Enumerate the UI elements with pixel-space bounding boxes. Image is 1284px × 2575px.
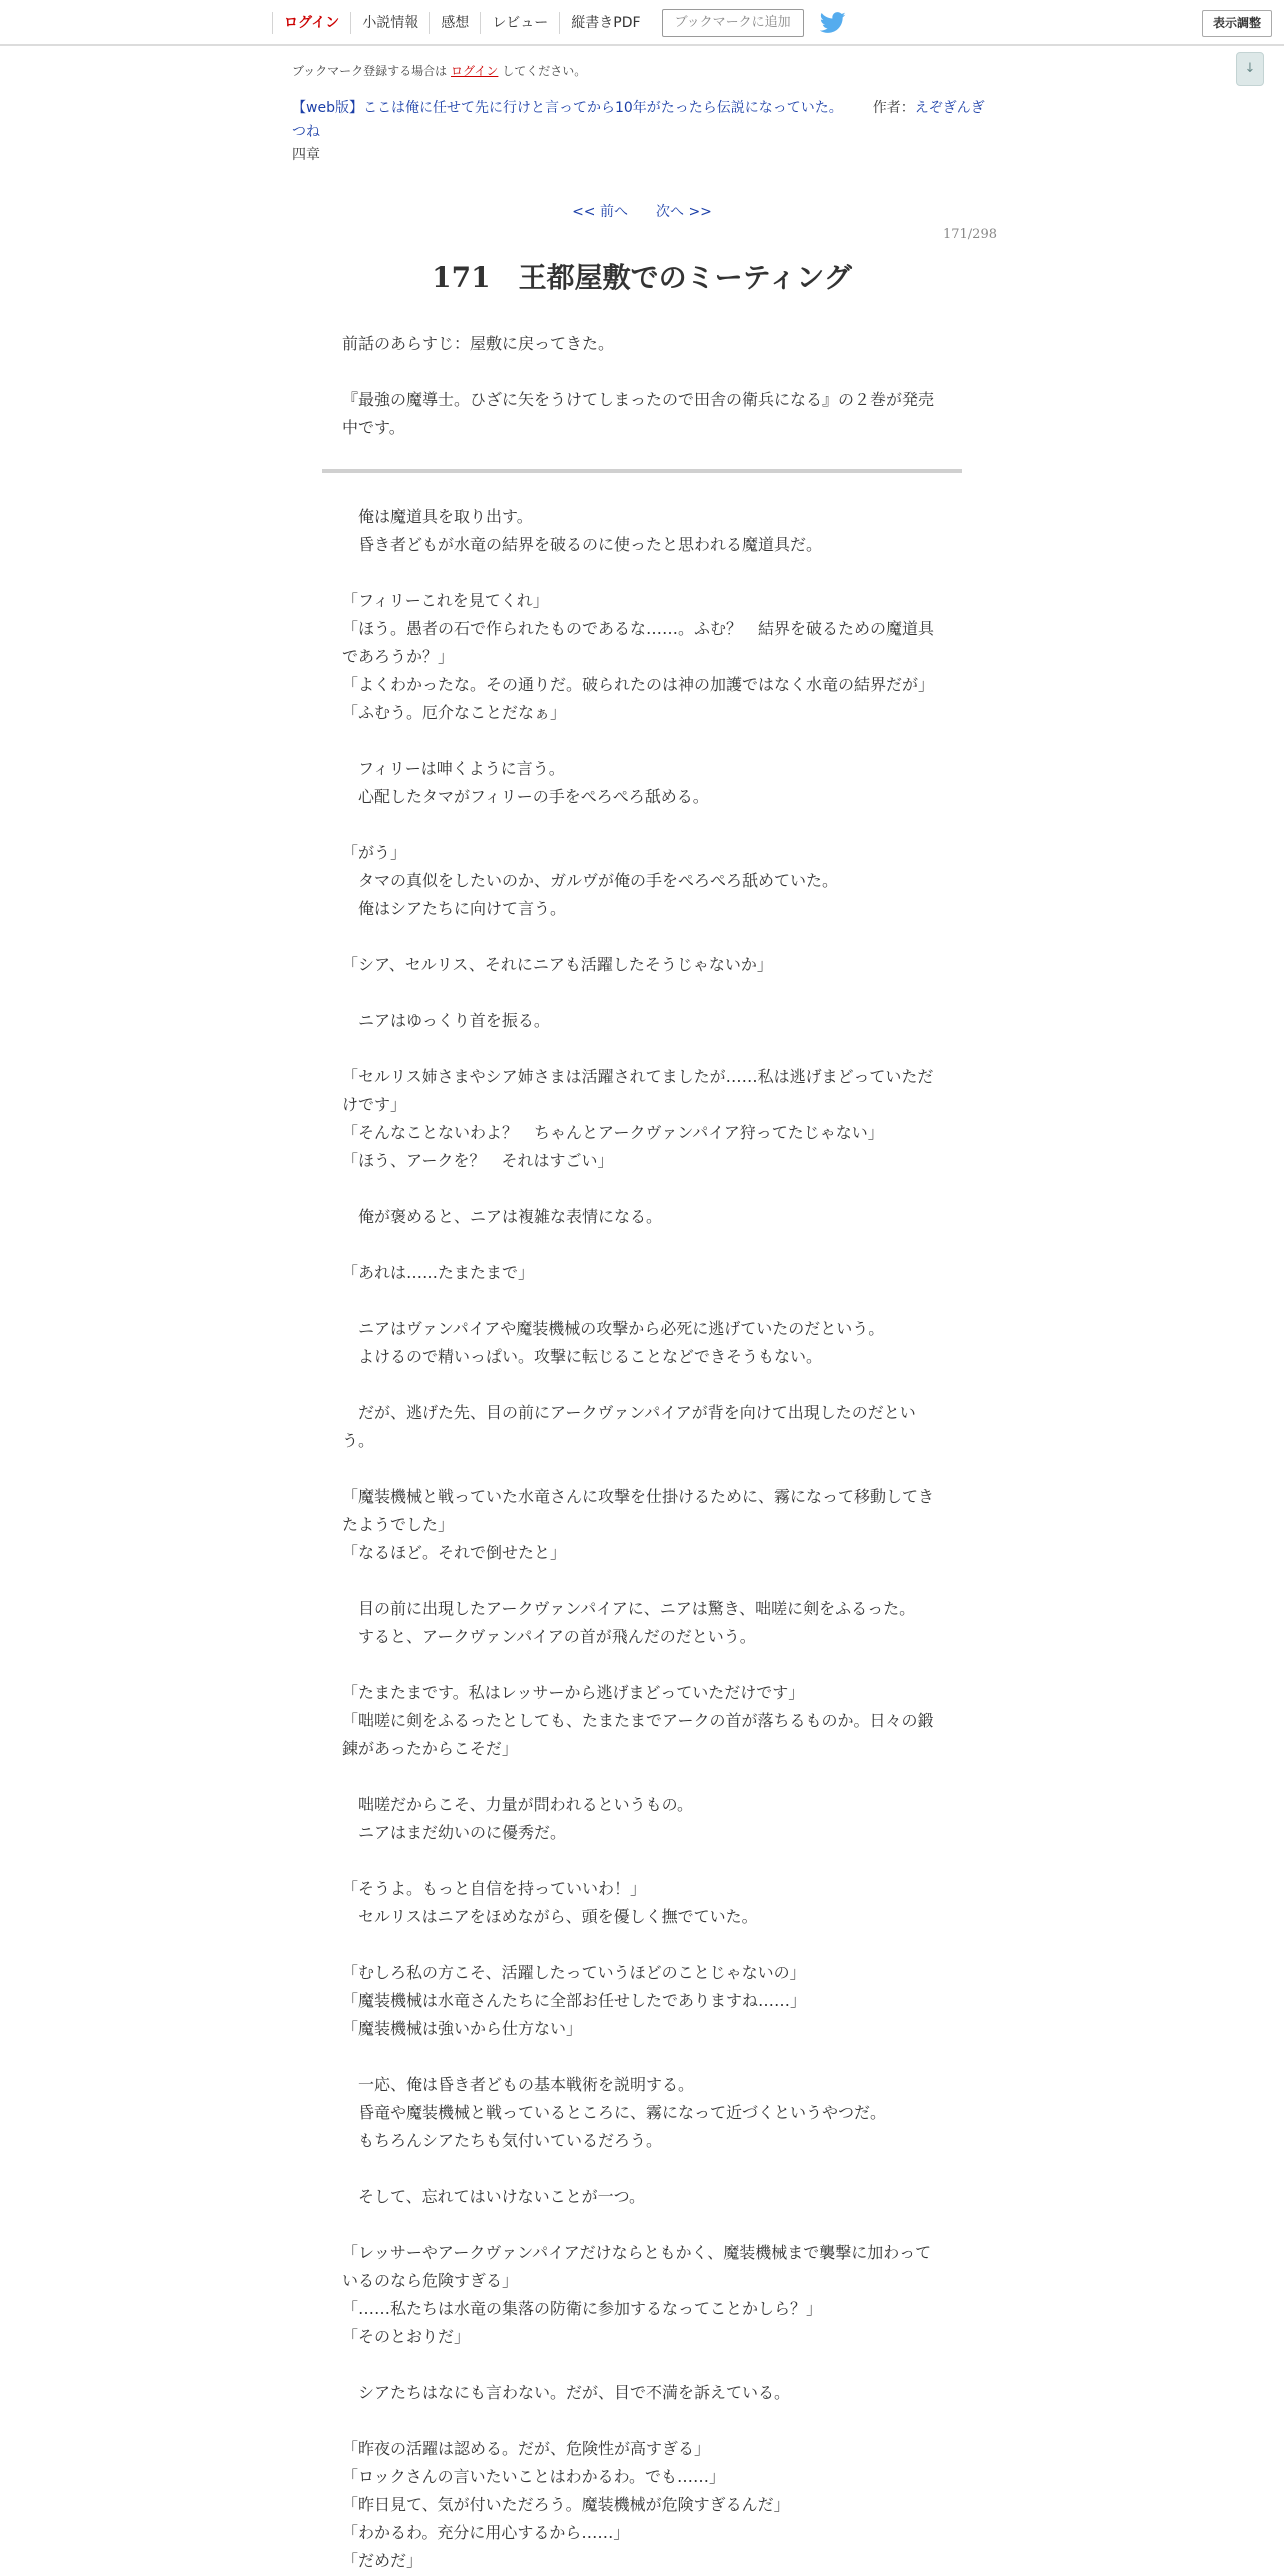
next-page-link[interactable]: 次へ >>	[656, 204, 712, 220]
novel-body	[342, 503, 942, 2575]
twitter-bird-icon[interactable]	[820, 12, 846, 34]
preface-summary: 前話のあらすじ：屋敷に戻ってきた。	[342, 334, 615, 353]
body-blank-line	[342, 727, 942, 755]
body-paragraph-line: 「あれは……たまたまで」	[342, 1263, 535, 1282]
pager	[0, 201, 1284, 221]
body-paragraph-line: 「フィリーこれを見てくれ」	[342, 591, 549, 610]
body-blank-line	[342, 1175, 942, 1203]
nav-impressions[interactable]: 感想	[429, 12, 480, 34]
author-label: 作者：	[872, 100, 915, 116]
author-name-link[interactable]: えぞぎんぎつね	[292, 100, 985, 140]
body-paragraph-line: 一応、俺は昏き者どもの基本戦術を説明する。	[342, 2075, 695, 2094]
body-paragraph-line: 「そのとおりだ」	[342, 2327, 471, 2346]
body-paragraph-line: よけるので精いっぱい。攻撃に転じることなどできそうもない。	[342, 1347, 823, 1366]
body-paragraph-line: もちろんシアたちも気付いているだろう。	[342, 2131, 663, 2150]
novel-info-line	[292, 96, 992, 144]
body-paragraph-line: 咄嗟だからこそ、力量が問われるというもの。	[342, 1795, 694, 1814]
body-paragraph-line: ニアはゆっくり首を振る。	[342, 1011, 550, 1030]
body-paragraph-line: 「ふむう。厄介なことだなぁ」	[342, 703, 567, 722]
chapter-label: 四章	[292, 147, 320, 163]
body-paragraph-line: 目の前に出現したアークヴァンパイアに、ニアは驚き、咄嗟に剣をふるった。	[342, 1599, 916, 1618]
body-paragraph-line: 「セルリス姉さまやシア姉さまは活躍されてましたが……私は逃げまどっていただけです」	[342, 1067, 934, 1114]
display-settings-button[interactable]: 表示調整	[1202, 10, 1272, 37]
body-paragraph-line: 「咄嗟に剣をふるったとしても、たまたまでアークの首が落ちるものか。日々の鍛錬があったからこそだ」	[342, 1711, 934, 1758]
body-paragraph-line: 「がう」	[342, 843, 407, 862]
body-paragraph-line: 昏き者どもが水竜の結界を破るのに使ったと思われる魔道具だ。	[342, 535, 823, 554]
body-blank-line	[342, 559, 942, 587]
nav-login[interactable]: ログイン	[272, 12, 350, 34]
preface	[342, 330, 942, 442]
body-paragraph-line: 「レッサーやアークヴァンパイアだけならともかく、魔装機械まで襲撃に加わっているのなら危険すぎる」	[342, 2243, 932, 2290]
body-blank-line	[342, 1455, 942, 1483]
body-paragraph-line: すると、アークヴァンパイアの首が飛んだのだという。	[342, 1627, 756, 1646]
body-paragraph-line: 「そんなことないわよ？ ちゃんとアークヴァンパイア狩ってたじゃない」	[342, 1123, 884, 1142]
body-paragraph-line: 「なるほど。それで倒せたと」	[342, 1543, 567, 1562]
body-paragraph-line: ニアはヴァンパイアや魔装機械の攻撃から必死に逃げていたのだという。	[342, 1319, 885, 1338]
body-paragraph-line: タマの真似をしたいのか、ガルヴが俺の手をぺろぺろ舐めていた。	[342, 871, 839, 890]
body-paragraph-line: 「シア、セルリス、それにニアも活躍したそうじゃないか」	[342, 955, 773, 974]
top-bar	[0, 0, 1284, 46]
body-paragraph-line: ニアはまだ幼いのに優秀だ。	[342, 1823, 567, 1842]
body-paragraph-line: 「わかるわ。充分に用心するから……」	[342, 2523, 630, 2542]
body-blank-line	[342, 1651, 942, 1679]
preface-divider	[322, 469, 962, 473]
body-blank-line	[342, 811, 942, 839]
body-paragraph-line: 「よくわかったな。その通りだ。破られたのは神の加護ではなく水竜の結界だが」	[342, 675, 935, 694]
body-paragraph-line: セルリスはニアをほめながら、頭を優しく撫でていた。	[342, 1907, 758, 1926]
notice-login-link[interactable]: ログイン	[451, 64, 499, 78]
body-paragraph-line: 「むしろ私の方こそ、活躍したっていうほどのことじゃないの」	[342, 1963, 806, 1982]
preface-announcement: 『最強の魔導士。ひざに矢をうけてしまったので田舎の衛兵になる』の２巻が発売中です。	[342, 390, 935, 437]
body-paragraph-line: 昏竜や魔装機械と戦っているところに、霧になって近づくというやつだ。	[342, 2103, 887, 2122]
body-paragraph-line: シアたちはなにも言わない。だが、目で不満を訴えている。	[342, 2383, 791, 2402]
notice-text-after: してください。	[502, 64, 587, 78]
body-blank-line	[342, 2043, 942, 2071]
body-blank-line	[342, 1567, 942, 1595]
body-paragraph-line: 「ロックさんの言いたいことはわかるわ。でも……」	[342, 2467, 726, 2486]
episode-title: 171 王都屋敷でのミーティング	[432, 261, 852, 294]
body-paragraph-line: 「魔装機械と戦っていた水竜さんに攻撃を仕掛けるために、霧になって移動してきたようでした」	[342, 1487, 935, 1534]
body-paragraph-line: 俺はシアたちに向けて言う。	[342, 899, 567, 918]
body-blank-line	[342, 1231, 942, 1259]
body-paragraph-line: 「魔装機械は水竜さんたちに全部お任せしたでありますね……」	[342, 1991, 807, 2010]
bookmark-login-notice	[292, 62, 586, 79]
body-paragraph-line: 「だめだ」	[342, 2551, 423, 2570]
body-paragraph-line: 「魔装機械は強いから仕方ない」	[342, 2019, 583, 2038]
nav-vertical-pdf[interactable]: 縦書きPDF	[559, 12, 651, 34]
body-paragraph-line: 「ほう、アークを？ それはすごい」	[342, 1151, 614, 1170]
body-blank-line	[342, 979, 942, 1007]
body-blank-line	[342, 2155, 942, 2183]
body-paragraph-line: だが、逃げた先、目の前にアークヴァンパイアが背を向けて出現したのだという。	[342, 1403, 916, 1450]
preface-spacer	[342, 358, 942, 386]
body-paragraph-line: フィリーは呻くように言う。	[342, 759, 565, 778]
notice-text-before: ブックマーク登録する場合は	[292, 64, 448, 78]
body-paragraph-line: 心配したタマがフィリーの手をぺろぺろ舐める。	[342, 787, 709, 806]
body-paragraph-line: 「昨夜の活躍は認める。だが、危険性が高すぎる」	[342, 2439, 711, 2458]
body-blank-line	[342, 1847, 942, 1875]
body-paragraph-line: 俺は魔道具を取り出す。	[342, 507, 533, 526]
body-paragraph-line: 「たまたまです。私はレッサーから逃げまどっていただけです」	[342, 1683, 805, 1702]
body-blank-line	[342, 1931, 942, 1959]
top-nav	[272, 0, 846, 46]
prev-page-link[interactable]: << 前へ	[572, 204, 628, 220]
body-paragraph-line: 「昨日見て、気が付いただろう。魔装機械が危険すぎるんだ」	[342, 2495, 790, 2514]
body-blank-line	[342, 1763, 942, 1791]
body-paragraph-line: 「ほう。愚者の石で作られたものであるな……。ふむ？ 結界を破るための魔道具であろうか？」	[342, 619, 935, 666]
body-blank-line	[342, 1035, 942, 1063]
body-blank-line	[342, 1371, 942, 1399]
add-bookmark-button[interactable]: ブックマークに追加	[662, 9, 804, 37]
page-count: 171/298	[942, 227, 997, 242]
novel-title-link[interactable]: 【web版】ここは俺に任せて先に行けと言ってから10年がたったら伝説になっていた。	[292, 100, 843, 116]
body-blank-line	[342, 1287, 942, 1315]
body-blank-line	[342, 2211, 942, 2239]
body-paragraph-line: そして、忘れてはいけないことが一つ。	[342, 2187, 646, 2206]
nav-novel-info[interactable]: 小説情報	[350, 12, 429, 34]
body-blank-line	[342, 2407, 942, 2435]
scroll-down-button[interactable]: ↓	[1236, 52, 1264, 86]
nav-review[interactable]: レビュー	[480, 12, 559, 34]
body-paragraph-line: 「……私たちは水竜の集落の防衛に参加するなってことかしら？」	[342, 2299, 823, 2318]
body-paragraph-line: 俺が褒めると、ニアは複雑な表情になる。	[342, 1207, 663, 1226]
body-paragraph-line: 「そうよ。もっと自信を持っていいわ！」	[342, 1879, 647, 1898]
body-blank-line	[342, 2351, 942, 2379]
body-blank-line	[342, 923, 942, 951]
